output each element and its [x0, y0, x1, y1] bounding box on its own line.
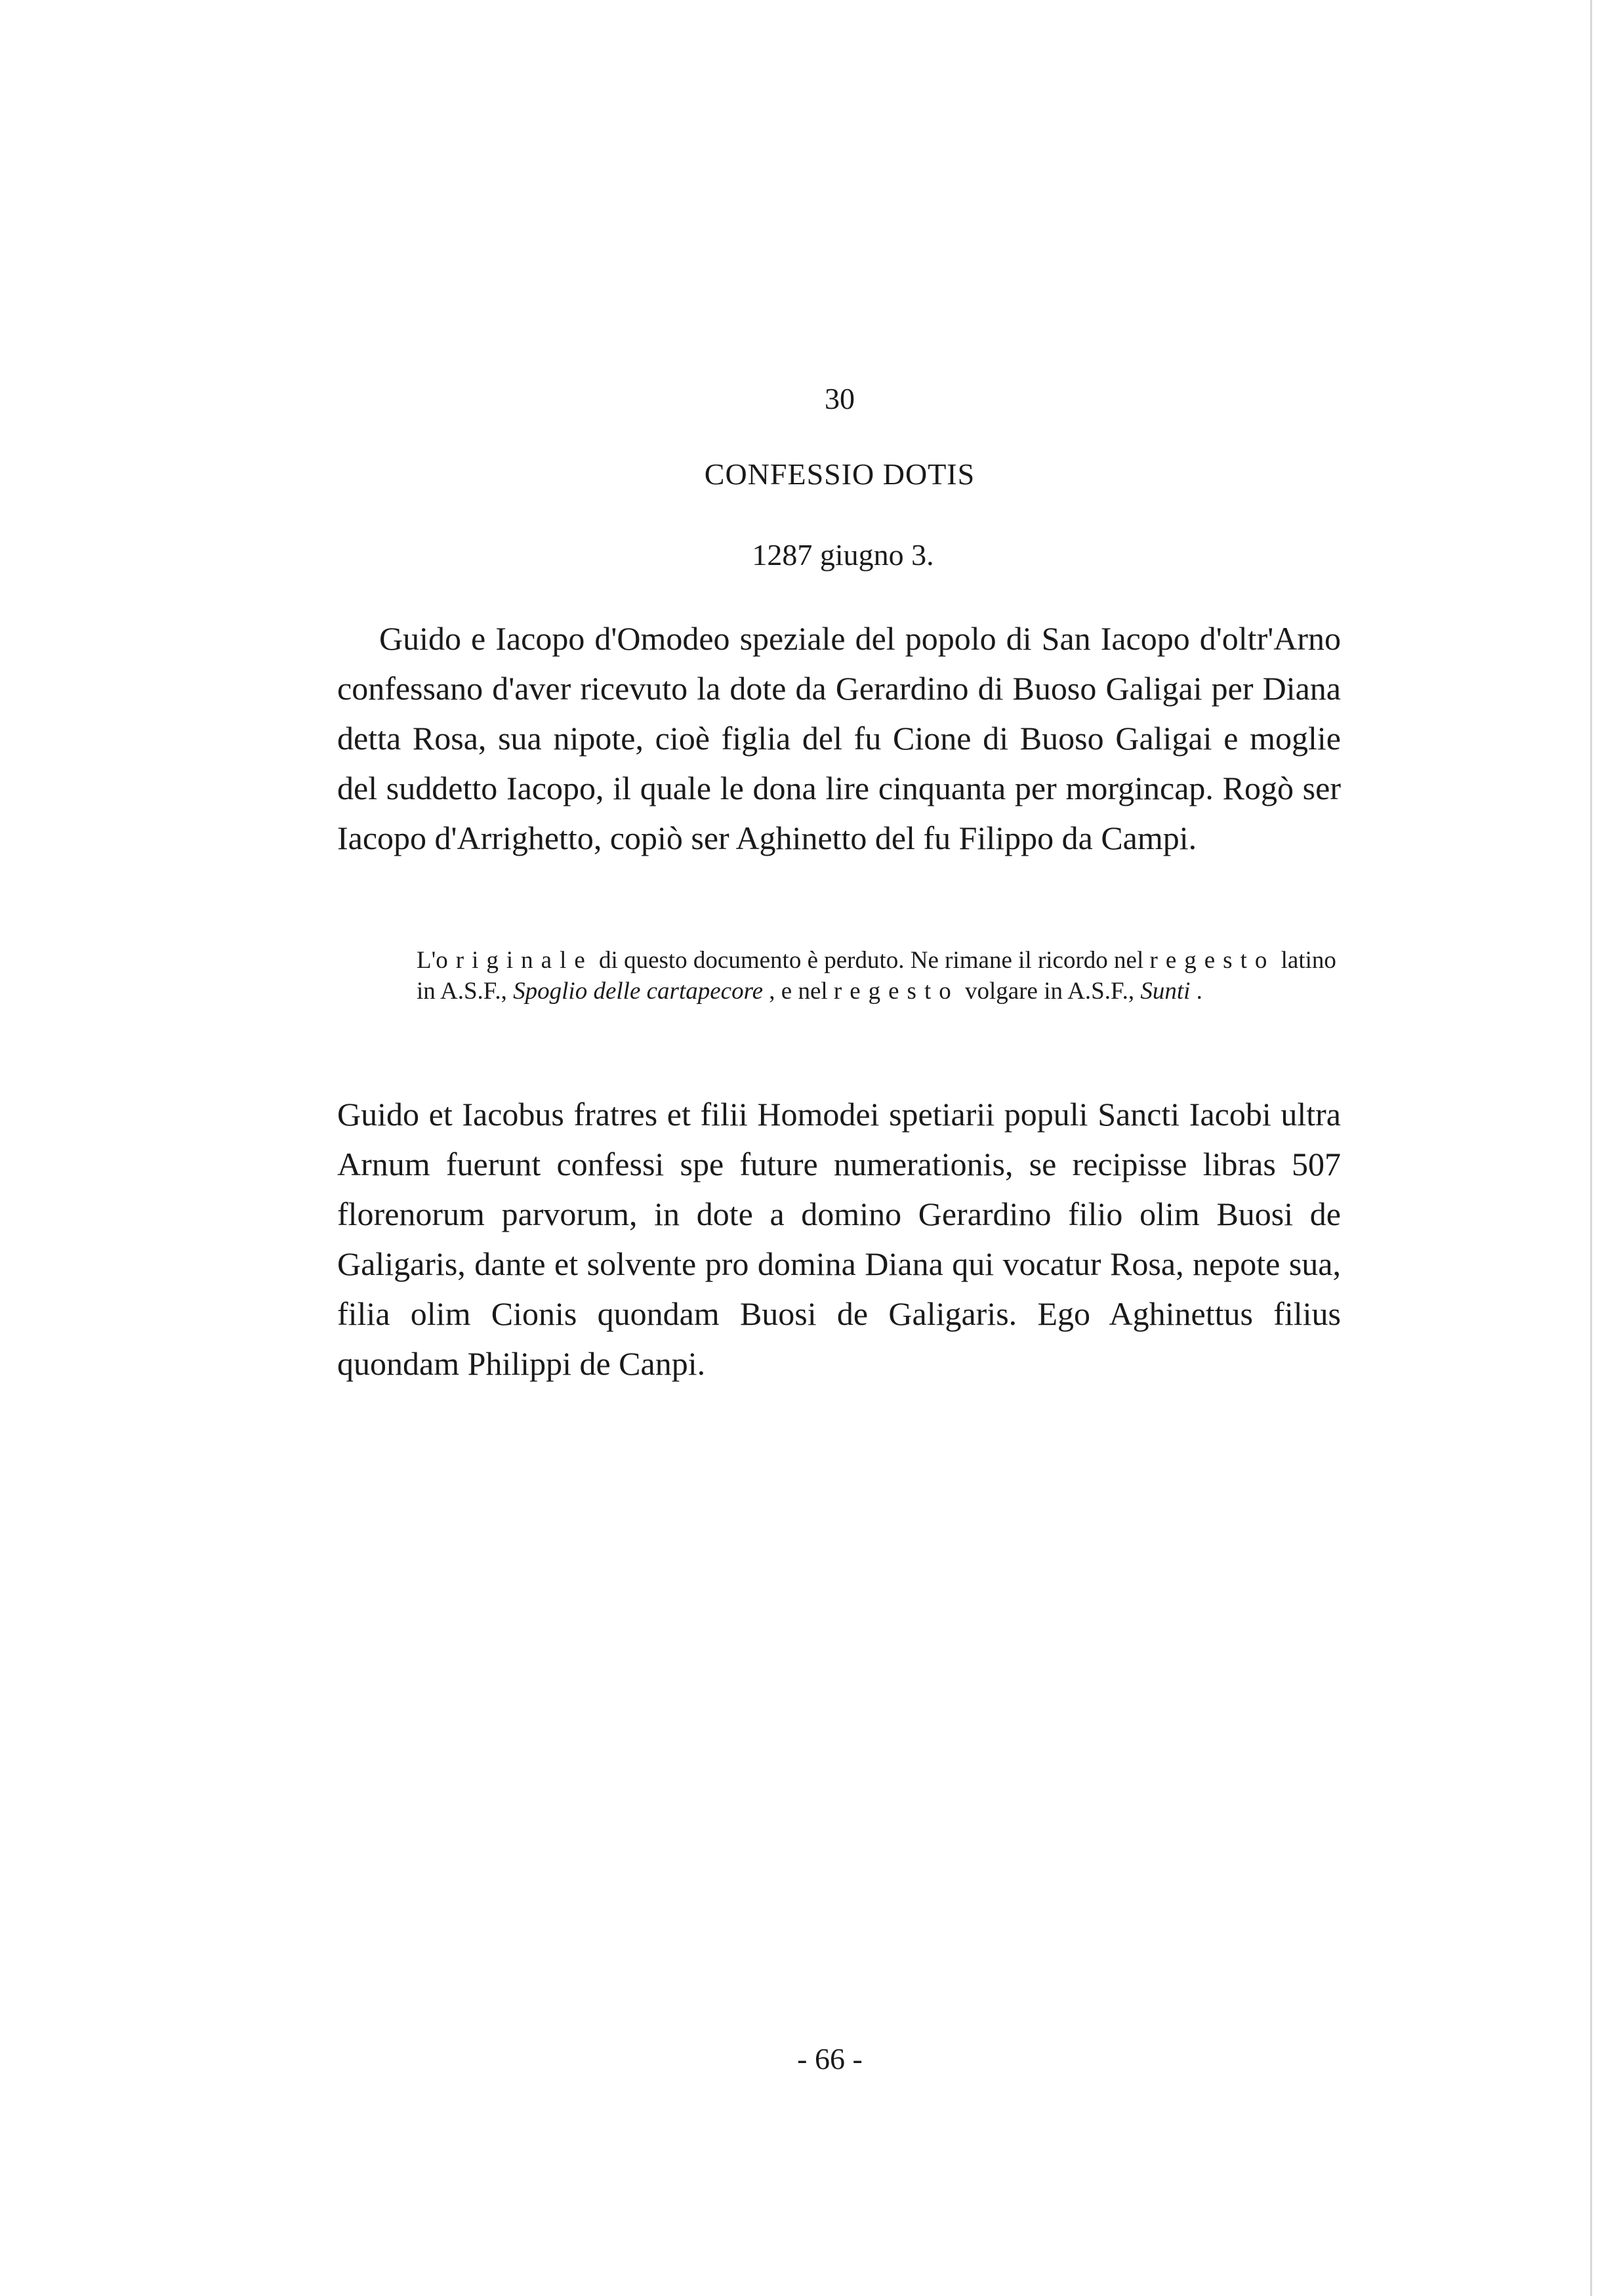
note-source-title: Sunti [1140, 978, 1191, 1005]
note-spaced-word: originale [436, 947, 593, 974]
page-edge [1590, 0, 1592, 2296]
note-text: , e nel [763, 978, 834, 1005]
page-number: - 66 - [797, 2042, 863, 2076]
document-number: 30 [825, 382, 855, 415]
note-spaced-word: regesto [833, 978, 959, 1005]
note-spaced-word: regesto [1149, 947, 1275, 974]
note-source-title: Spoglio delle cartapecore [513, 978, 764, 1005]
document-date: 1287 giugno 3. [752, 538, 934, 572]
note-text: di questo documento è perduto. Ne rimane il ricordo nel [592, 947, 1150, 974]
summary-paragraph: Guido e Iacopo d'Omodeo speziale del popolo di San Iacopo d'oltr'Arno confessano d'aver ricevuto la dote da Gerardino di Buoso Galigai per Diana detta Rosa, sua nipote, cioè figlia del fu Cione di Buoso Galigai e moglie del suddetto Iacopo, il quale le dona lire cinquanta per morgincap. Rogò ser Iacopo d'Arrighetto, copiò ser Aghinetto del fu Filippo da Campi. [337, 620, 1341, 856]
note-text: . [1190, 978, 1202, 1005]
document-title: CONFESSIO DOTIS [704, 457, 975, 491]
note-text: latino in A.S.F., [417, 947, 1336, 1005]
note-text: L' [417, 947, 436, 974]
archival-note [417, 945, 1342, 1007]
latin-text-paragraph: Guido et Iacobus fratres et filii Homodei spetiarii populi Sancti Iacobi ultra Arnum fuerunt confessi spe future numerationis, se recipisse libras 507 florenorum parvorum, in dote a domino Gerardino filio olim Buosi de Galigaris, dante et solvente pro domina Diana qui vocatur Rosa, nepote sua, filia olim Cionis quondam Buosi de Galigaris. Ego Aghinettus filius quondam Philippi de Canpi. [337, 1096, 1341, 1382]
note-text: volgare in A.S.F., [958, 978, 1141, 1005]
